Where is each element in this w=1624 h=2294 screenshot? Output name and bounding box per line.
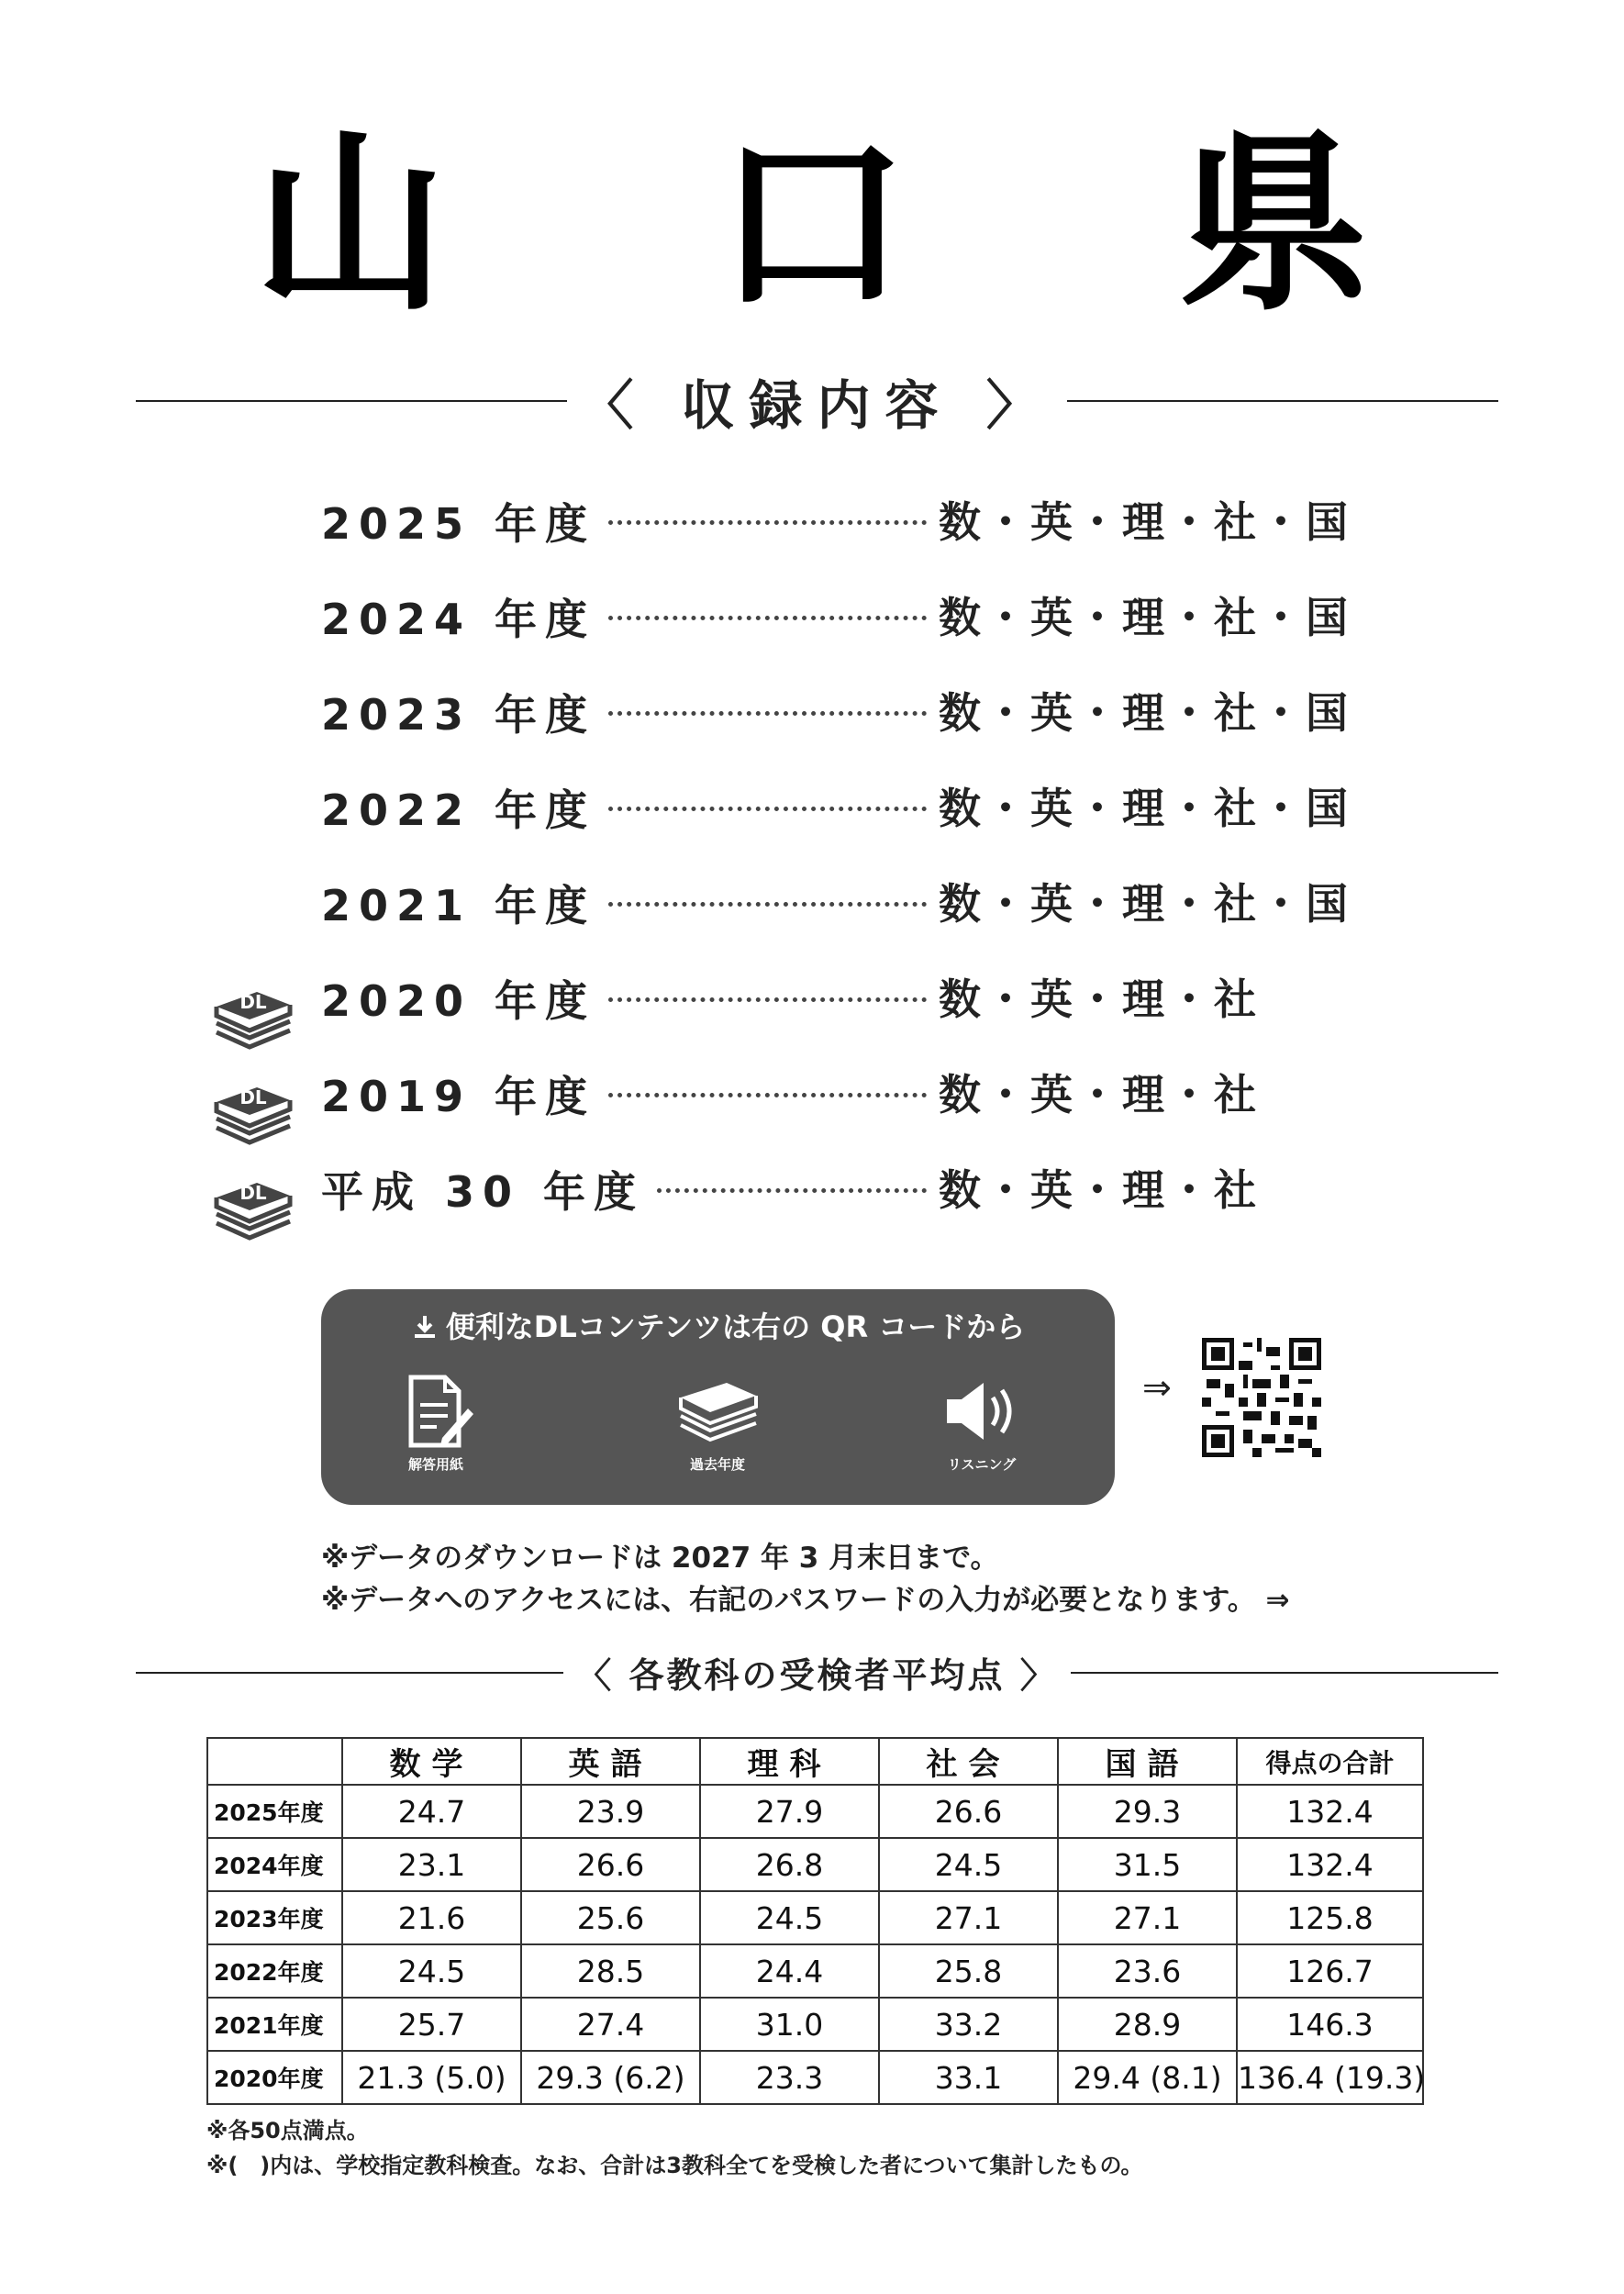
dl-item-listening [918, 1370, 1046, 1474]
contents-subjects: 数・英・理・社・国 [939, 497, 1351, 547]
dl-item-caption: 解答用紙 [407, 1456, 463, 1473]
table-cell: 23.6 [1058, 1944, 1237, 1998]
contents-year: 平成 30 年度 [321, 1167, 645, 1217]
leader-dots [608, 711, 927, 716]
answer-sheet-icon [395, 1370, 477, 1453]
leader-dots [608, 902, 927, 907]
table-row-label: 2024年度 [207, 1838, 342, 1891]
table-cell: 23.1 [342, 1838, 521, 1891]
table-cell: 23.3 [700, 2051, 879, 2104]
contents-year: 2025 年度 [321, 499, 596, 549]
table-cell: 28.5 [521, 1944, 700, 1998]
download-notes [321, 1537, 1290, 1621]
contents-heading-label: 〈 収録内容 〉 [580, 374, 1054, 437]
table-row [207, 1891, 1423, 1944]
dl-content-box [321, 1289, 1115, 1505]
table-cell: 29.4 (8.1) [1058, 2051, 1237, 2104]
contents-year: 2024 年度 [321, 595, 596, 644]
leader-dots [608, 1093, 927, 1097]
divider [1071, 1672, 1498, 1674]
divider [136, 400, 567, 402]
dl-item-answer-sheet [372, 1370, 500, 1474]
footnote-line: ※( )内は、学校指定教科検査。なお、合計は3教科全てを受検した者について集計したもの。 [206, 2153, 1143, 2178]
note-line: ※データのダウンロードは 2027 年 3 月末日まで。 [321, 1542, 999, 1575]
table-header-row [207, 1738, 1423, 1785]
leader-dots [608, 616, 927, 620]
dl-books-icon [211, 1170, 295, 1243]
table-cell: 27.1 [1058, 1891, 1237, 1944]
scores-heading [136, 1647, 1498, 1698]
dl-icon-label: DL [239, 1182, 267, 1204]
table-cell: 27.9 [700, 1785, 879, 1838]
contents-subjects: 数・英・理・社・国 [939, 688, 1351, 738]
scores-heading-label: 〈 各教科の受検者平均点 〉 [576, 1655, 1058, 1696]
contents-subjects: 数・英・理・社 [939, 974, 1260, 1024]
table-row [207, 1838, 1423, 1891]
dl-icon-label: DL [239, 991, 267, 1013]
table-cell: 136.4 (19.3) [1237, 2051, 1423, 2104]
table-cell: 25.6 [521, 1891, 700, 1944]
contents-year: 2020 年度 [321, 976, 596, 1026]
contents-row [211, 1054, 1330, 1150]
contents-heading [136, 362, 1498, 440]
table-column-header: 数学 [342, 1738, 521, 1785]
contents-row [211, 959, 1330, 1054]
table-cell: 25.8 [879, 1944, 1058, 1998]
dl-books-icon [211, 979, 295, 1052]
contents-year: 2022 年度 [321, 785, 596, 835]
table-column-header: 社会 [879, 1738, 1058, 1785]
table-cell: 31.0 [700, 1998, 879, 2051]
footnote-line: ※各50点満点。 [206, 2118, 369, 2144]
contents-subjects: 数・英・理・社・国 [939, 879, 1351, 929]
dl-item-caption: 過去年度 [689, 1456, 745, 1473]
table-row [207, 2051, 1423, 2104]
download-icon [411, 1313, 439, 1341]
contents-subjects: 数・英・理・社 [939, 1165, 1260, 1215]
table-body [207, 1785, 1426, 2104]
qr-arrow: ⇒ [1142, 1367, 1172, 1408]
dl-item-books [653, 1370, 782, 1474]
divider [1067, 400, 1498, 402]
dl-box-heading-text: 便利なDLコンテンツは右の QR コードから [445, 1309, 1026, 1344]
page-title: 山 口 県 [253, 112, 1472, 337]
books-icon [672, 1370, 763, 1453]
table-cell: 29.3 [1058, 1785, 1237, 1838]
table-footnotes [206, 2113, 1143, 2183]
dl-books-icon [211, 1075, 295, 1148]
table-cell: 27.4 [521, 1998, 700, 2051]
table-corner-cell [207, 1738, 342, 1785]
contents-row [211, 863, 1351, 959]
speaker-icon [936, 1370, 1028, 1453]
table-column-header: 得点の合計 [1237, 1738, 1423, 1785]
table-column-header: 国語 [1058, 1738, 1237, 1785]
table-cell: 28.9 [1058, 1998, 1237, 2051]
contents-row [211, 768, 1351, 863]
table-column-header: 英語 [521, 1738, 700, 1785]
table-cell: 29.3 (6.2) [521, 2051, 700, 2104]
contents-year: 2023 年度 [321, 690, 596, 740]
leader-dots [608, 997, 927, 1002]
dl-box-heading [321, 1304, 1115, 1346]
table-cell: 24.4 [700, 1944, 879, 1998]
table-cell: 126.7 [1237, 1944, 1423, 1998]
table-cell: 24.5 [700, 1891, 879, 1944]
contents-year: 2019 年度 [321, 1072, 596, 1121]
table-row-label: 2020年度 [207, 2051, 342, 2104]
average-scores-table [206, 1737, 1424, 2105]
contents-row [211, 673, 1351, 768]
table-cell: 146.3 [1237, 1998, 1423, 2051]
table-cell: 31.5 [1058, 1838, 1237, 1891]
contents-year: 2021 年度 [321, 881, 596, 930]
table-cell: 125.8 [1237, 1891, 1423, 1944]
table-cell: 33.1 [879, 2051, 1058, 2104]
table-row-label: 2025年度 [207, 1785, 342, 1838]
table-row [207, 1998, 1423, 2051]
table-cell: 21.3 (5.0) [342, 2051, 521, 2104]
table-row-label: 2023年度 [207, 1891, 342, 1944]
leader-dots [608, 520, 927, 525]
leader-dots [657, 1188, 927, 1193]
table-cell: 33.2 [879, 1998, 1058, 2051]
contents-row [211, 577, 1351, 673]
leader-dots [608, 807, 927, 811]
table-cell: 24.5 [879, 1838, 1058, 1891]
table-row [207, 1785, 1423, 1838]
table-cell: 27.1 [879, 1891, 1058, 1944]
table-cell: 26.6 [879, 1785, 1058, 1838]
contents-subjects: 数・英・理・社・国 [939, 784, 1351, 833]
note-line: ※データへのアクセスには、右記のパスワードの入力が必要となります。 ⇒ [321, 1584, 1290, 1617]
contents-row [211, 482, 1351, 577]
contents-subjects: 数・英・理・社・国 [939, 593, 1351, 642]
table-row-label: 2022年度 [207, 1944, 342, 1998]
table-cell: 25.7 [342, 1998, 521, 2051]
table-cell: 23.9 [521, 1785, 700, 1838]
table-row-label: 2021年度 [207, 1998, 342, 2051]
table-column-header: 理科 [700, 1738, 879, 1785]
contents-subjects: 数・英・理・社 [939, 1070, 1260, 1119]
table-cell: 21.6 [342, 1891, 521, 1944]
dl-item-caption: リスニング [947, 1456, 1017, 1473]
table-cell: 24.5 [342, 1944, 521, 1998]
table-cell: 24.7 [342, 1785, 521, 1838]
table-cell: 132.4 [1237, 1785, 1423, 1838]
contents-list [211, 482, 1351, 1245]
table-cell: 26.8 [700, 1838, 879, 1891]
divider [136, 1672, 563, 1674]
table-cell: 132.4 [1237, 1838, 1423, 1891]
qr-code-icon[interactable] [1202, 1338, 1321, 1457]
table-row [207, 1944, 1423, 1998]
table-cell: 26.6 [521, 1838, 700, 1891]
dl-icon-label: DL [239, 1086, 267, 1108]
contents-row [211, 1150, 1330, 1245]
